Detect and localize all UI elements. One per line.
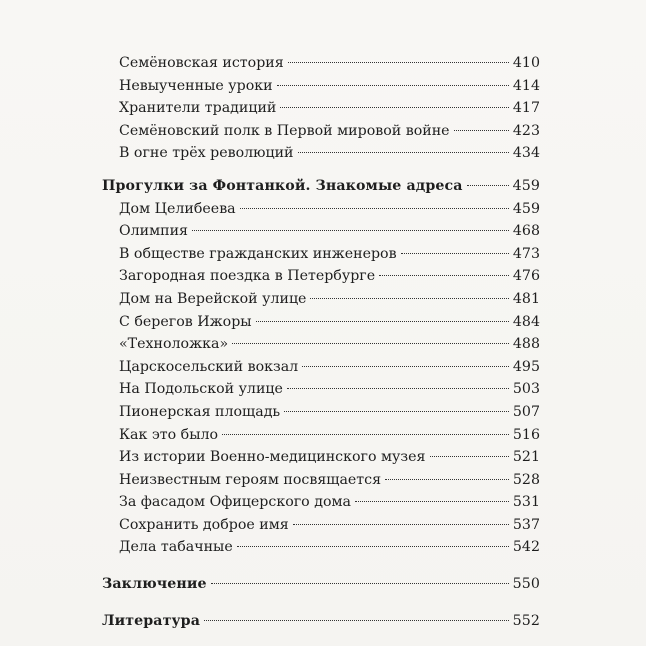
toc-entry-title: Как это было (119, 426, 219, 443)
toc-entry-page: 552 (512, 612, 540, 629)
toc-entry-page: 537 (512, 516, 540, 533)
toc-entry-page: 503 (512, 381, 540, 398)
toc-section-heading (102, 610, 540, 633)
toc-entry-title: В обществе гражданских инженеров (119, 245, 397, 262)
toc-entry (102, 536, 540, 559)
toc-entry-title: Из истории Военно-медицинского музея (119, 449, 426, 466)
toc-section-title: Заключение (102, 576, 207, 593)
toc-entry-page: 481 (512, 290, 540, 307)
toc-entry-title: Пионерская площадь (119, 403, 281, 420)
dot-leader (232, 343, 509, 344)
toc-entry (102, 378, 540, 401)
toc-entry-title: Сохранить доброе имя (119, 516, 289, 533)
dot-leader (287, 388, 509, 389)
dot-leader (280, 107, 509, 108)
toc-section-title: Литература (102, 612, 200, 629)
toc-entry (102, 243, 540, 266)
toc-entry (102, 52, 540, 75)
toc-entry-title: С берегов Ижоры (119, 313, 252, 330)
toc-entry-page: 468 (512, 223, 540, 240)
toc-entry-title: За фасадом Офицерского дома (119, 494, 352, 511)
toc-section-heading (102, 573, 540, 596)
toc-entry-title: Хранители традиций (119, 100, 277, 117)
dot-leader (284, 411, 509, 412)
toc-entry (102, 469, 540, 492)
toc-entry (102, 514, 540, 537)
toc-entry-page: 414 (512, 77, 540, 94)
toc-entry-title: Загородная поездка в Петербурге (119, 268, 376, 285)
toc-entry-title: Дом на Верейской улице (119, 290, 307, 307)
dot-leader (204, 620, 509, 621)
toc-entry-page: 459 (512, 177, 540, 194)
toc-entry-page: 476 (512, 268, 540, 285)
dot-leader (302, 366, 509, 367)
toc-entry (102, 311, 540, 334)
dot-leader (211, 583, 509, 584)
toc-entry-title: Дом Целибеева (119, 200, 236, 217)
toc-entry-page: 410 (512, 55, 540, 71)
dot-leader (430, 456, 509, 457)
toc-entry-title: Невыученные уроки (119, 77, 273, 94)
toc-entry (102, 356, 540, 379)
dot-leader (310, 298, 508, 299)
toc-entry (102, 198, 540, 221)
toc-entry-page: 516 (512, 426, 540, 443)
toc-entry (102, 220, 540, 243)
toc-entry-page: 495 (512, 358, 540, 375)
dot-leader (293, 524, 509, 525)
toc-entry-page: 521 (512, 449, 540, 466)
toc-entry (102, 142, 540, 165)
toc-entry (102, 424, 540, 447)
dot-leader (355, 501, 509, 502)
dot-leader (385, 479, 509, 480)
toc-entry-page: 528 (512, 471, 540, 488)
toc-entry (102, 491, 540, 514)
toc-entry-title: Семёновский полк в Первой мировой войне (119, 122, 450, 139)
toc-entry-title: Дела табачные (119, 539, 233, 556)
toc-entry-page: 484 (512, 313, 540, 330)
toc-entry-title: Царскосельский вокзал (119, 358, 299, 375)
toc-entry (102, 446, 540, 469)
table-of-contents (102, 52, 540, 632)
toc-entry-page: 423 (512, 122, 540, 139)
dot-leader (240, 208, 509, 209)
toc-entry (102, 120, 540, 143)
toc-entry-page: 473 (512, 245, 540, 262)
toc-entry-page: 417 (512, 100, 540, 117)
toc-entry-page: 531 (512, 494, 540, 511)
toc-entry (102, 401, 540, 424)
toc-entry-title: Семёновская история (119, 55, 284, 71)
toc-entry-page: 434 (512, 145, 540, 162)
toc-entry (102, 97, 540, 120)
dot-leader (288, 62, 509, 63)
dot-leader (192, 230, 509, 231)
toc-entry-page: 507 (512, 403, 540, 420)
toc-section-title: Прогулки за Фонтанкой. Знакомые адреса (102, 177, 463, 194)
dot-leader (467, 185, 509, 186)
dot-leader (237, 546, 509, 547)
toc-entry-title: «Техноложка» (119, 336, 229, 353)
dot-leader (256, 321, 509, 322)
toc-entry (102, 333, 540, 356)
dot-leader (454, 130, 509, 131)
toc-entry (102, 75, 540, 98)
toc-entry-page: 542 (512, 539, 540, 556)
toc-entry-title: На Подольской улице (119, 381, 283, 398)
dot-leader (222, 434, 509, 435)
toc-entry-title: В огне трёх революций (119, 145, 294, 162)
dot-leader (277, 85, 509, 86)
toc-entry (102, 265, 540, 288)
toc-entry-page: 488 (512, 336, 540, 353)
toc-entry-title: Олимпия (119, 223, 188, 240)
dot-leader (401, 253, 509, 254)
toc-entry (102, 288, 540, 311)
dot-leader (298, 152, 509, 153)
toc-entry-title: Неизвестным героям посвящается (119, 471, 382, 488)
toc-entry-page: 459 (512, 200, 540, 217)
toc-section-heading (102, 175, 540, 198)
dot-leader (379, 275, 509, 276)
toc-entry-page: 550 (512, 576, 540, 593)
